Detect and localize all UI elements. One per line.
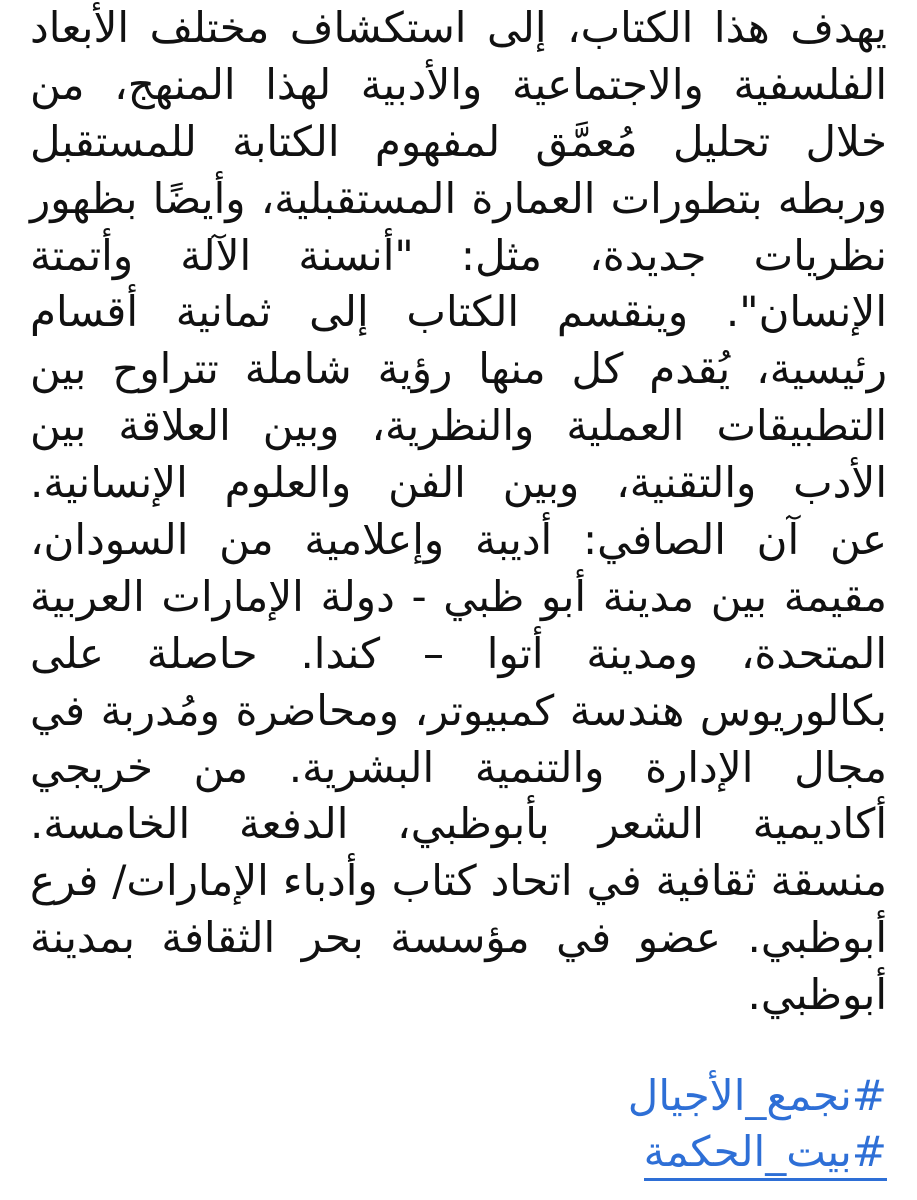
post-text-line: الأدب والتقنية، وبين الفن والعلوم الإنسانية. xyxy=(30,458,887,508)
post-text-line: منسقة ثقافية في اتحاد كتاب وأدباء الإمارات/ فرع xyxy=(30,856,887,906)
post-text-line: خلال تحليل مُعمَّق لمفهوم الكتابة للمستقبل xyxy=(30,116,887,166)
post-text-line: الإنسان". وينقسم الكتاب إلى ثمانية أقسام xyxy=(30,287,887,337)
post-text-line: أبوظبي. xyxy=(747,970,887,1020)
post-text-line: وربطه بتطورات العمارة المستقبلية، وأيضًا بظهور xyxy=(30,173,887,223)
hashtag-list xyxy=(628,1068,887,1181)
post-text-line: نظريات جديدة، مثل: "أنسنة الآلة وأتمتة xyxy=(30,230,887,280)
post-text-line: رئيسية، يُقدم كل منها رؤية شاملة تتراوح بين xyxy=(30,344,887,394)
post-text-line: الفلسفية والاجتماعية والأدبية لهذا المنهج، من xyxy=(30,59,887,109)
post-text-line: عن آن الصافي: أديبة وإعلامية من السودان، xyxy=(30,515,887,565)
hashtag-link[interactable]: #نجمع_الأجيال xyxy=(627,1071,887,1120)
post-text-line: مقيمة بين مدينة أبو ظبي - دولة الإمارات العربية xyxy=(30,571,887,621)
post-text-line: أبوظبي. عضو في مؤسسة بحر الثقافة بمدينة xyxy=(30,913,887,963)
post-text-line: بكالوريوس هندسة كمبيوتر، ومحاضرة ومُدربة في xyxy=(30,685,887,735)
post-text-line: يهدف هذا الكتاب، إلى استكشاف مختلف الأبعاد xyxy=(30,3,887,52)
post-text-line: التطبيقات العملية والنظرية، وبين العلاقة بين xyxy=(30,401,887,451)
post-text-line: مجال الإدارة والتنمية البشرية. من خريجي xyxy=(30,742,887,792)
post-body xyxy=(30,0,887,1024)
hashtag-link[interactable]: #بيت_الحكمة xyxy=(644,1126,887,1181)
post-text-line: المتحدة، ومدينة أتوا – كندا. حاصلة على xyxy=(30,628,887,678)
post-text-line: أكاديمية الشعر بأبوظبي، الدفعة الخامسة. xyxy=(30,799,887,849)
